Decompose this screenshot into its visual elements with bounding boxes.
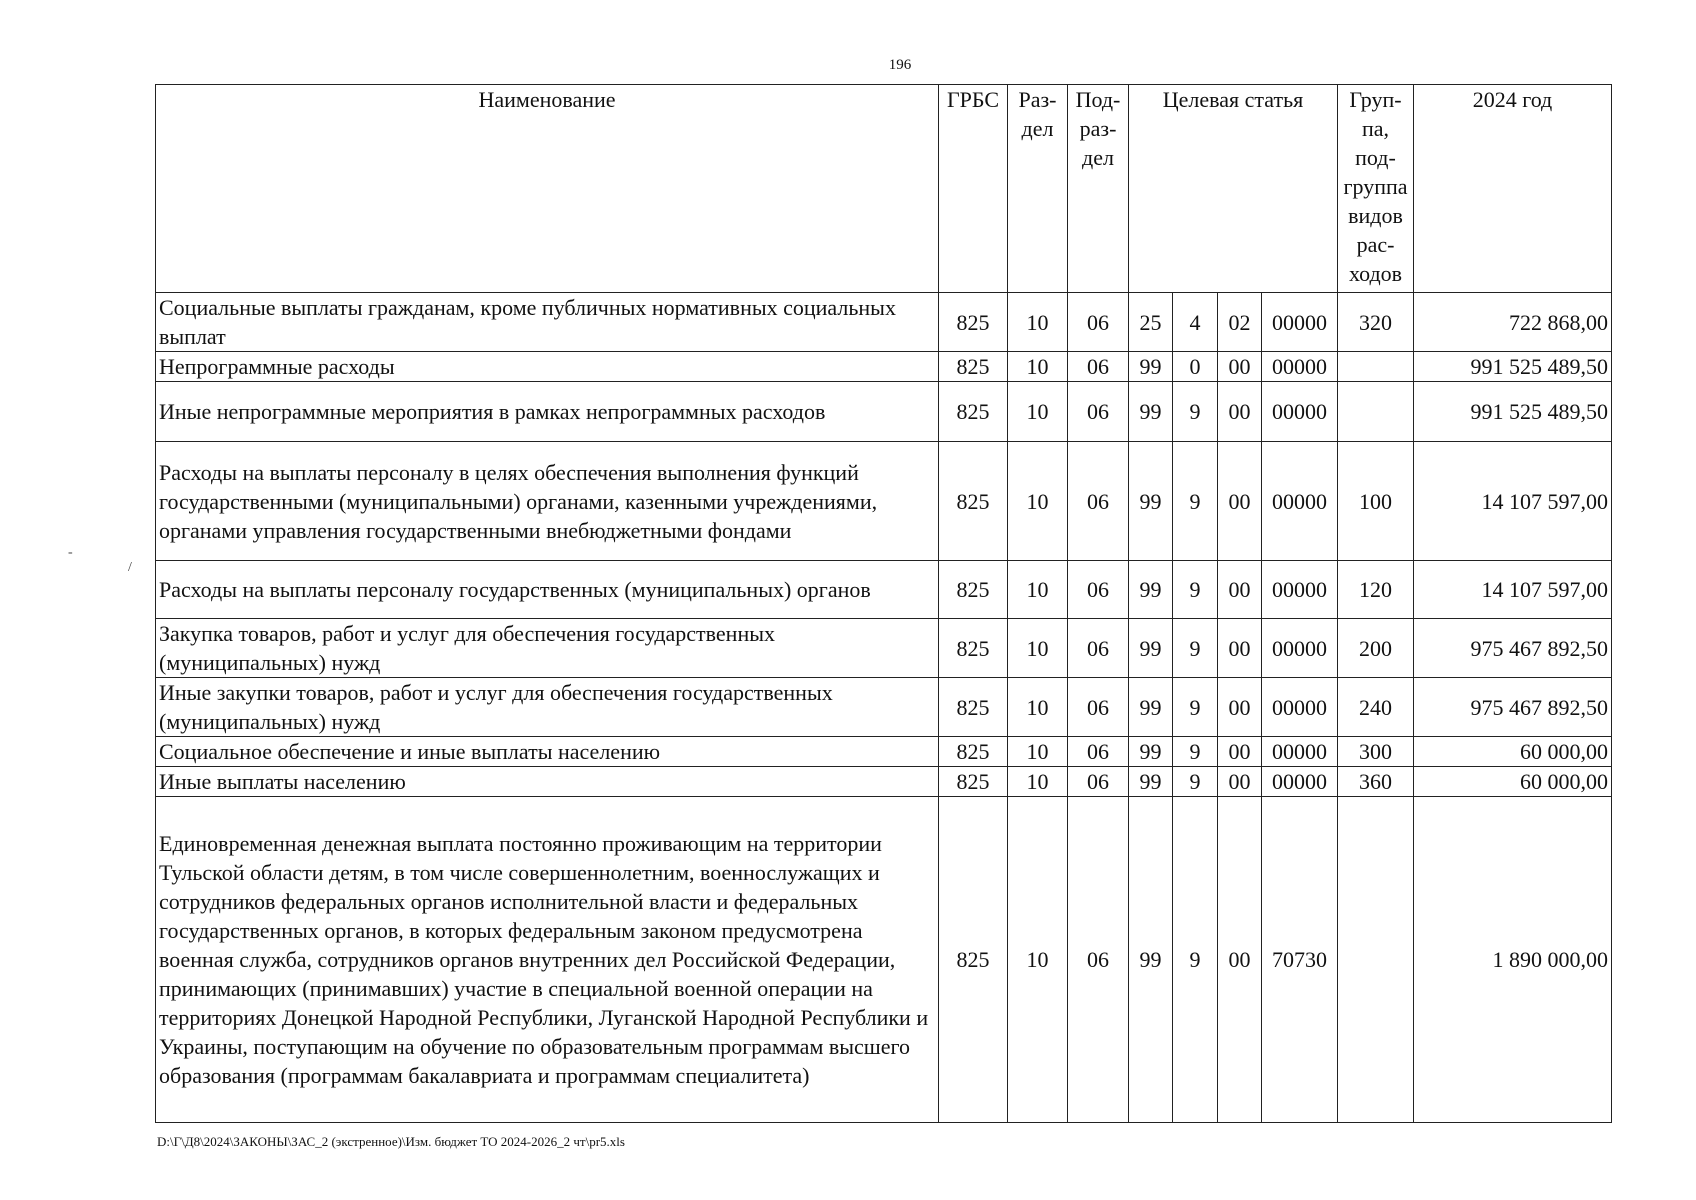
table-row [156,678,1612,737]
row-target-subprogram: 00 [1218,678,1262,737]
row-target-subprogram: 00 [1218,352,1262,382]
row-target-direction: 00000 [1262,442,1338,561]
row-target-direction: 00000 [1262,619,1338,678]
row-target-type: 9 [1173,561,1218,619]
row-grbs: 825 [939,382,1008,442]
row-amount-2024: 975 467 892,50 [1414,619,1612,678]
row-amount-2024: 1 890 000,00 [1414,797,1612,1123]
row-target-program: 25 [1129,293,1173,352]
table-row [156,619,1612,678]
row-grbs: 825 [939,737,1008,767]
row-target-direction: 00000 [1262,352,1338,382]
row-target-type: 9 [1173,442,1218,561]
row-target-program: 99 [1129,678,1173,737]
row-expense-group: 200 [1338,619,1414,678]
row-podrazdel: 06 [1068,352,1129,382]
row-grbs: 825 [939,619,1008,678]
row-grbs: 825 [939,293,1008,352]
row-target-type: 0 [1173,352,1218,382]
table-row [156,382,1612,442]
row-name: Единовременная денежная выплата постоянно проживающим на территории Тульской области детям, в том числе совершеннолетним, военнослужащих и сотрудников федеральных органов исполнительной власти и федеральных государственных органов, в которых федеральным законом предусмотрена военная служба, сотрудников органов внутренних дел Российской Федерации, принимающих (принимавших) участие в специальной военной операции на территориях Донецкой Народной Республики, Луганской Народной Республики и Украины, поступающим на обучение по образовательным программам высшего образования (программам бакалавриата и программам специалитета) [156,797,939,1123]
header-group: Груп- па, под- группа видов рас- ходов [1338,85,1414,293]
row-razdel: 10 [1008,561,1068,619]
header-grbs: ГРБС [939,85,1008,293]
row-expense-group [1338,797,1414,1123]
row-razdel: 10 [1008,352,1068,382]
table-row [156,797,1612,1123]
row-name: Непрограммные расходы [156,352,939,382]
row-podrazdel: 06 [1068,678,1129,737]
row-target-subprogram: 00 [1218,797,1262,1123]
row-amount-2024: 722 868,00 [1414,293,1612,352]
row-name: Социальные выплаты гражданам, кроме публичных нормативных социальных выплат [156,293,939,352]
row-expense-group: 120 [1338,561,1414,619]
row-razdel: 10 [1008,293,1068,352]
row-podrazdel: 06 [1068,767,1129,797]
row-grbs: 825 [939,442,1008,561]
row-target-direction: 00000 [1262,382,1338,442]
table-row [156,442,1612,561]
row-target-subprogram: 00 [1218,619,1262,678]
row-target-subprogram: 02 [1218,293,1262,352]
row-target-subprogram: 00 [1218,382,1262,442]
row-amount-2024: 60 000,00 [1414,767,1612,797]
row-target-type: 9 [1173,797,1218,1123]
row-amount-2024: 991 525 489,50 [1414,382,1612,442]
row-target-type: 9 [1173,737,1218,767]
row-amount-2024: 991 525 489,50 [1414,352,1612,382]
row-expense-group: 100 [1338,442,1414,561]
row-grbs: 825 [939,678,1008,737]
scan-mark: / [128,560,132,575]
row-podrazdel: 06 [1068,293,1129,352]
table-row [156,352,1612,382]
row-target-type: 9 [1173,382,1218,442]
row-expense-group [1338,352,1414,382]
table-row [156,293,1612,352]
table-body [156,293,1612,1123]
row-target-type: 9 [1173,678,1218,737]
row-target-direction: 00000 [1262,767,1338,797]
row-grbs: 825 [939,352,1008,382]
row-grbs: 825 [939,767,1008,797]
row-amount-2024: 14 107 597,00 [1414,442,1612,561]
row-target-program: 99 [1129,737,1173,767]
row-razdel: 10 [1008,619,1068,678]
row-target-subprogram: 00 [1218,561,1262,619]
row-name: Социальное обеспечение и иные выплаты населению [156,737,939,767]
row-target-subprogram: 00 [1218,442,1262,561]
row-grbs: 825 [939,797,1008,1123]
row-target-subprogram: 00 [1218,767,1262,797]
row-name: Иные непрограммные мероприятия в рамках непрограммных расходов [156,382,939,442]
row-podrazdel: 06 [1068,442,1129,561]
row-name: Иные выплаты населению [156,767,939,797]
row-podrazdel: 06 [1068,737,1129,767]
table-row [156,561,1612,619]
row-expense-group: 360 [1338,767,1414,797]
row-target-type: 9 [1173,619,1218,678]
row-podrazdel: 06 [1068,561,1129,619]
row-razdel: 10 [1008,442,1068,561]
row-target-direction: 70730 [1262,797,1338,1123]
row-podrazdel: 06 [1068,797,1129,1123]
row-target-direction: 00000 [1262,737,1338,767]
row-target-program: 99 [1129,619,1173,678]
row-target-type: 4 [1173,293,1218,352]
file-path-footer: D:\Г\Д8\2024\ЗАКОНЫ\ЗАС_2 (экстренное)\Изм. бюджет ТО 2024-2026_2 чт\pr5.xls [157,1134,625,1149]
table-row [156,737,1612,767]
row-target-direction: 00000 [1262,293,1338,352]
table-row [156,767,1612,797]
header-year: 2024 год [1414,85,1612,293]
row-razdel: 10 [1008,767,1068,797]
row-target-direction: 00000 [1262,678,1338,737]
row-target-program: 99 [1129,442,1173,561]
row-razdel: 10 [1008,737,1068,767]
row-razdel: 10 [1008,382,1068,442]
row-expense-group: 300 [1338,737,1414,767]
row-name: Расходы на выплаты персоналу государственных (муниципальных) органов [156,561,939,619]
row-target-program: 99 [1129,561,1173,619]
budget-table [155,84,1612,1123]
header-name: Наименование [156,85,939,293]
row-amount-2024: 14 107 597,00 [1414,561,1612,619]
row-target-type: 9 [1173,767,1218,797]
table-header-row [156,85,1612,293]
row-amount-2024: 60 000,00 [1414,737,1612,767]
row-target-program: 99 [1129,767,1173,797]
row-razdel: 10 [1008,678,1068,737]
row-name: Иные закупки товаров, работ и услуг для обеспечения государственных (муниципальных) нужд [156,678,939,737]
header-razdel: Раз- дел [1008,85,1068,293]
row-target-program: 99 [1129,797,1173,1123]
scan-mark: - [68,545,73,560]
row-razdel: 10 [1008,797,1068,1123]
row-amount-2024: 975 467 892,50 [1414,678,1612,737]
row-target-direction: 00000 [1262,561,1338,619]
page-number: 196 [888,57,912,73]
row-expense-group: 320 [1338,293,1414,352]
row-podrazdel: 06 [1068,382,1129,442]
row-name: Закупка товаров, работ и услуг для обеспечения государственных (муниципальных) нужд [156,619,939,678]
row-expense-group: 240 [1338,678,1414,737]
header-podrazdel: Под- раз- дел [1068,85,1129,293]
row-grbs: 825 [939,561,1008,619]
row-target-program: 99 [1129,352,1173,382]
row-target-program: 99 [1129,382,1173,442]
header-target-article: Целевая статья [1129,85,1338,293]
row-podrazdel: 06 [1068,619,1129,678]
row-expense-group [1338,382,1414,442]
row-target-subprogram: 00 [1218,737,1262,767]
row-name: Расходы на выплаты персоналу в целях обеспечения выполнения функций государственными (муниципальными) органами, казенными учреждениями, органами управления государственными внебюджетными фондами [156,442,939,561]
